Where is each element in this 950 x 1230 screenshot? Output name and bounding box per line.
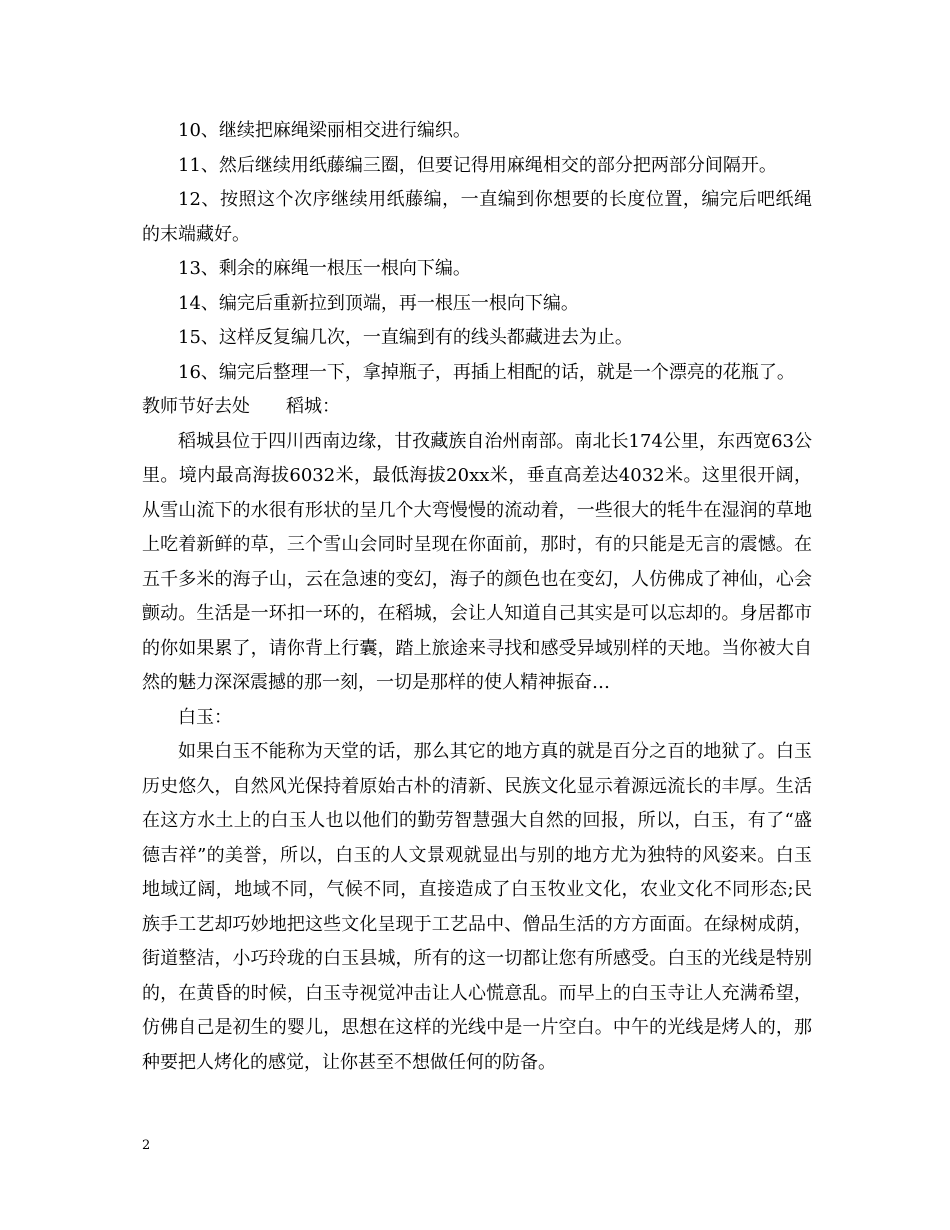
baiyu-title: 白玉： (178, 706, 232, 728)
daocheng-paragraph: 稻城县位于四川西南边缘，甘孜藏族自治州南部。南北长174公里，东西宽63公里。境内最高海拔6032米，最低海拔20xx米，垂直高差达4032米。这里很开阔，从雪山流下的水很有形状的呈几个大弯慢慢的流动着，一些很大的牦牛在湿润的草地上吃着新鲜的草，三个雪山会同时呈现在你面前，那时，有的只能是无言的震憾。在五千多米的海子山，云在急速的变幻，海子的颜色也在变幻，人仿佛成了神仙，心会颤动。生活是一环扣一环的，在稻城，会让人知道自己其实是可以忘却的。身居都市的你如果累了，请你背上行囊，踏上旅途来寻找和感受异域别样的天地。当你被大自然的魅力深深震撼的那一刻，一切是那样的使人精神振奋… (142, 430, 812, 693)
step-16: 16、编完后整理一下，拿掉瓶子，再插上相配的话，就是一个漂亮的花瓶了。 (178, 361, 795, 383)
step-12: 12、按照这个次序继续用纸藤编，一直编到你想要的长度位置，编完后吧纸绳的末端藏好。 (142, 189, 812, 245)
step-13: 13、剩余的麻绳一根压一根向下编。 (178, 258, 471, 279)
document-body (142, 114, 812, 1080)
step-15: 15、这样反复编几次，一直编到有的线头都藏进去为止。 (178, 327, 633, 348)
step-11: 11、然后继续用纸藤编三圈，但要记得用麻绳相交的部分把两部分间隔开。 (178, 154, 777, 176)
section-heading-line (142, 390, 812, 425)
baiyu-paragraph: 如果白玉不能称为天堂的话，那么其它的地方真的就是百分之百的地狱了。白玉历史悠久，自然风光保持着原始古朴的清新、民族文化显示着源远流长的丰厚。生活在这方水土上的白玉人也以他们的勤劳智慧强大自然的回报，所以，白玉，有了“盛德吉祥”的美誉，所以，白玉的人文景观就显出与别的地方尤为独特的风姿来。白玉地域辽阔，地域不同，气候不同，直接造成了白玉牧业文化，农业文化不同形态;民族手工艺却巧妙地把这些文化呈现于工艺品中、僧品生活的方方面面。在绿树成荫，街道整洁，小巧玲珑的白玉县城，所有的这一切都让您有所感受。白玉的光线是特别的，在黄昏的时候，白玉寺视觉冲击让人心慌意乱。而早上的白玉寺让人充满希望，仿佛自己是初生的婴儿，思想在这样的光线中是一片空白。中午的光线是烤人的，那种要把人烤化的感觉，让你甚至不想做任何的防备。 (142, 741, 812, 1073)
step-14: 14、编完后重新拉到顶端，再一根压一根向下编。 (178, 292, 579, 314)
step-10: 10、继续把麻绳梁丽相交进行编织。 (178, 120, 471, 141)
daocheng-title: 稻城： (286, 396, 340, 417)
page-number: 2 (142, 1138, 151, 1153)
section-heading: 教师节好去处 (142, 396, 250, 417)
